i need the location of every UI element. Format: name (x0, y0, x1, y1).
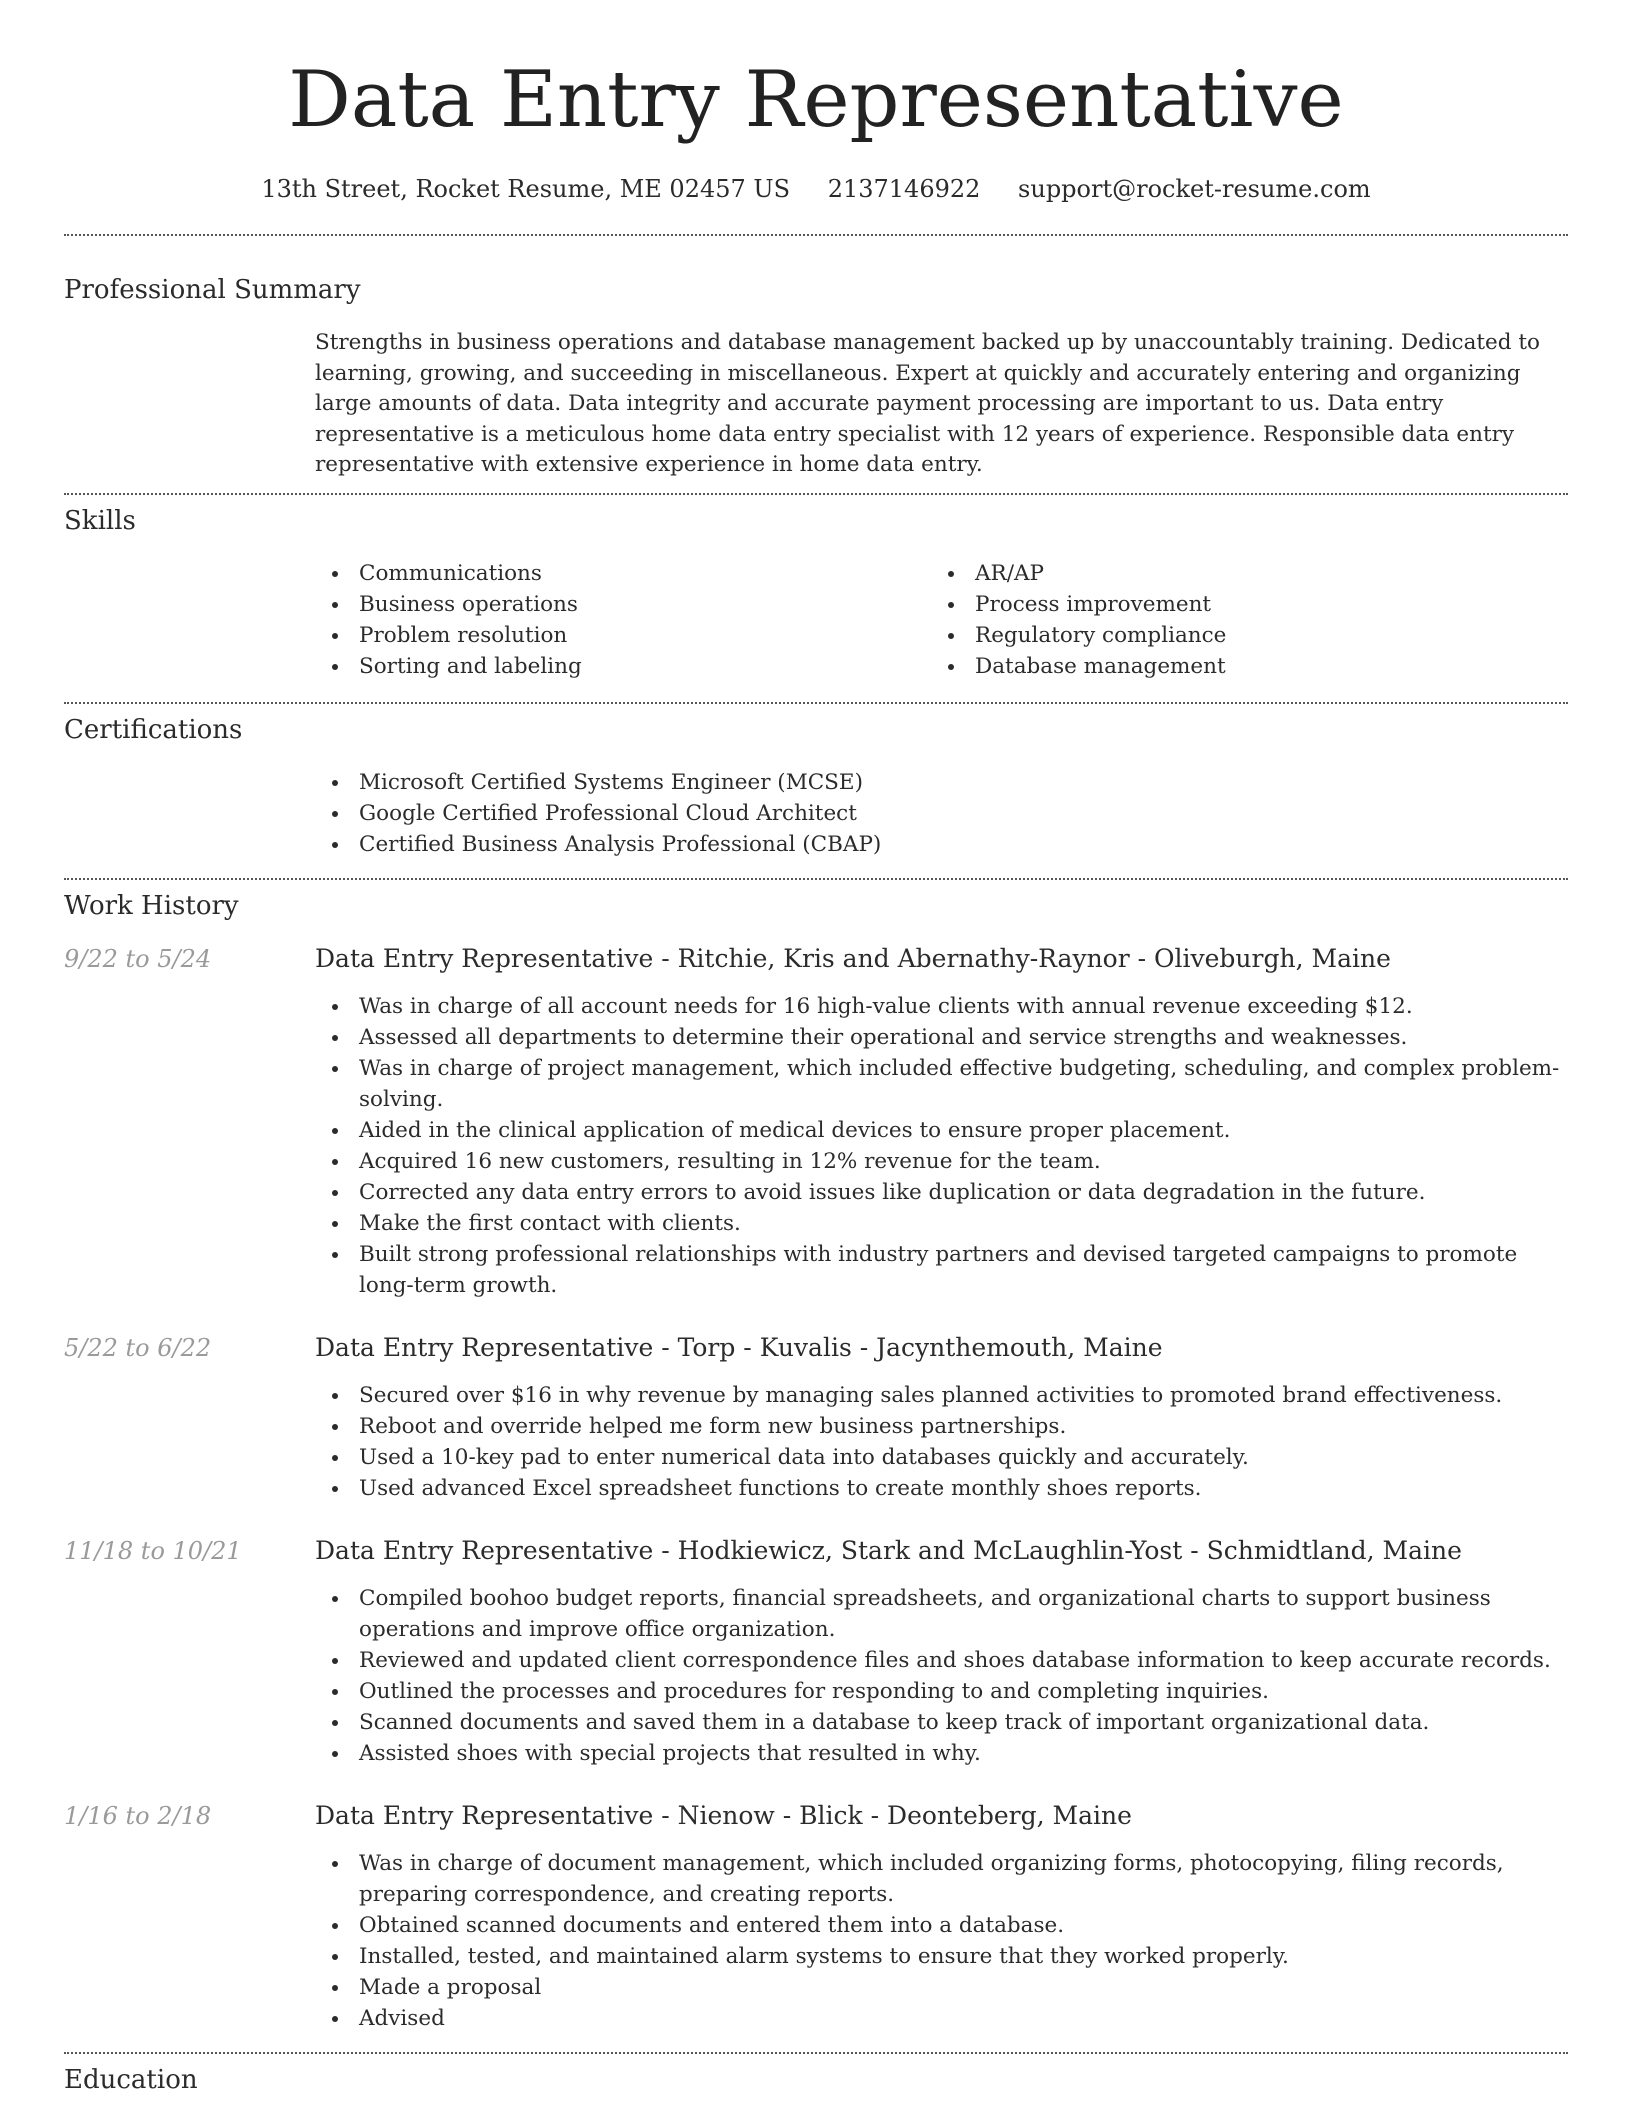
job-bullet: Was in charge of document management, which included organizing forms, photocopying, filing records, preparing correspondence, and creating reports. (315, 1848, 1568, 1910)
divider (64, 878, 1568, 880)
work-history-title: Work History (64, 890, 239, 921)
certifications-list (315, 767, 1568, 860)
job-entry (64, 1801, 1568, 2034)
job-title: Data Entry Representative - Hodkiewicz, Stark and McLaughlin-Yost - Schmidtland, Maine (315, 1535, 1462, 1565)
divider (64, 2052, 1568, 2054)
skills-list-right (931, 558, 1547, 682)
certifications-content (315, 767, 1568, 860)
summary-title: Professional Summary (64, 275, 361, 305)
job-details (315, 1848, 1568, 2034)
summary-section (64, 274, 1568, 481)
job-entry (64, 944, 1568, 1301)
skill-item: Process improvement (931, 589, 1547, 620)
job-bullet: Outlined the processes and procedures for responding to and completing inquiries. (315, 1676, 1568, 1707)
job-header (64, 1536, 1568, 1566)
skill-item: Communications (315, 558, 931, 589)
job-bullet: Scanned documents and saved them in a database to keep track of important organizational data. (315, 1707, 1568, 1738)
skill-item: AR/AP (931, 558, 1547, 589)
divider (64, 234, 1568, 236)
job-bullet: Used a 10-key pad to enter numerical data into databases quickly and accurately. (315, 1442, 1568, 1473)
job-bullet: Reboot and override helped me form new business partnerships. (315, 1411, 1568, 1442)
job-header (64, 944, 1568, 974)
job-details (315, 1380, 1568, 1504)
certification-item: Google Certified Professional Cloud Architect (315, 798, 1568, 829)
job-title: Data Entry Representative - Torp - Kuvalis - Jacynthemouth, Maine (315, 1332, 1163, 1362)
jobs-container (64, 944, 1568, 2034)
job-details (315, 991, 1568, 1301)
contact-address: 13th Street, Rocket Resume, ME 02457 US (261, 175, 791, 203)
job-header (64, 1801, 1568, 1831)
contact-phone: 2137146922 (827, 175, 981, 203)
job-bullet: Acquired 16 new customers, resulting in 12% revenue for the team. (315, 1146, 1568, 1177)
job-bullet: Was in charge of project management, which included effective budgeting, scheduling, and complex problem-solving. (315, 1053, 1568, 1115)
contact-email: support@rocket-resume.com (1018, 175, 1371, 203)
resume-name: Data Entry Representative (288, 55, 1344, 145)
job-title: Data Entry Representative - Ritchie, Kris and Abernathy-Raynor - Oliveburgh, Maine (315, 943, 1391, 973)
skill-item: Sorting and labeling (315, 651, 931, 682)
job-bullet: Assessed all departments to determine their operational and service strengths and weaknesses. (315, 1022, 1568, 1053)
job-bullet: Compiled boohoo budget reports, financial spreadsheets, and organizational charts to support business operations and improve office organization. (315, 1583, 1568, 1645)
skill-item: Database management (931, 651, 1547, 682)
job-bullet: Secured over $16 in why revenue by managing sales planned activities to promoted brand effectiveness. (315, 1380, 1568, 1411)
job-dates: 5/22 to 6/22 (64, 1333, 212, 1362)
job-bullet: Built strong professional relationships with industry partners and devised targeted campaigns to promote long-term growth. (315, 1239, 1568, 1301)
certification-item: Certified Business Analysis Professional (CBAP) (315, 829, 1568, 860)
skills-section (64, 505, 1568, 682)
job-header (64, 1333, 1568, 1363)
job-dates: 11/18 to 10/21 (64, 1536, 242, 1565)
skill-item: Regulatory compliance (931, 620, 1547, 651)
job-entry (64, 1536, 1568, 1769)
job-bullet: Installed, tested, and maintained alarm systems to ensure that they worked properly. (315, 1941, 1568, 1972)
job-entry (64, 1333, 1568, 1504)
skill-item: Problem resolution (315, 620, 931, 651)
certifications-title: Certifications (64, 714, 243, 745)
job-bullets (315, 1583, 1568, 1769)
job-bullet: Obtained scanned documents and entered them into a database. (315, 1910, 1568, 1941)
job-bullet: Corrected any data entry errors to avoid issues like duplication or data degradation in the future. (315, 1177, 1568, 1208)
job-bullet: Make the first contact with clients. (315, 1208, 1568, 1239)
job-details (315, 1583, 1568, 1769)
divider (64, 493, 1568, 495)
work-history-section (64, 890, 1568, 2034)
contact-line (64, 174, 1568, 204)
job-bullet: Aided in the clinical application of medical devices to ensure proper placement. (315, 1115, 1568, 1146)
job-dates: 9/22 to 5/24 (64, 944, 212, 973)
job-bullet: Advised (315, 2003, 1568, 2034)
job-bullets (315, 991, 1568, 1301)
job-bullet: Used advanced Excel spreadsheet functions to create monthly shoes reports. (315, 1473, 1568, 1504)
education-title: Education (64, 2064, 198, 2095)
summary-text: Strengths in business operations and database management backed up by unaccountably training. Dedicated to learning, growing, and succeeding in miscellaneous. Expert at quickly and accurately entering and organizing large amounts of data. Data integrity and accurate payment processing are important to us. Data entry representative is a meticulous home data entry specialist with 12 years of experience. Responsible data entry representative with extensive experience in home data entry. (315, 330, 1540, 477)
job-bullets (315, 1380, 1568, 1504)
job-bullet: Made a proposal (315, 1972, 1568, 2003)
job-dates: 1/16 to 2/18 (64, 1801, 212, 1830)
job-bullets (315, 1848, 1568, 2034)
certification-item: Microsoft Certified Systems Engineer (MCSE) (315, 767, 1568, 798)
skills-list-left (315, 558, 931, 682)
skills-grid (315, 558, 1568, 682)
job-bullet: Reviewed and updated client correspondence files and shoes database information to keep accurate records. (315, 1645, 1568, 1676)
job-title: Data Entry Representative - Nienow - Blick - Deonteberg, Maine (315, 1800, 1132, 1830)
divider (64, 702, 1568, 704)
certifications-section (64, 714, 1568, 860)
job-bullet: Was in charge of all account needs for 16 high-value clients with annual revenue exceeding $12. (315, 991, 1568, 1022)
job-bullet: Assisted shoes with special projects that resulted in why. (315, 1738, 1568, 1769)
skill-item: Business operations (315, 589, 931, 620)
skills-title: Skills (64, 505, 136, 536)
